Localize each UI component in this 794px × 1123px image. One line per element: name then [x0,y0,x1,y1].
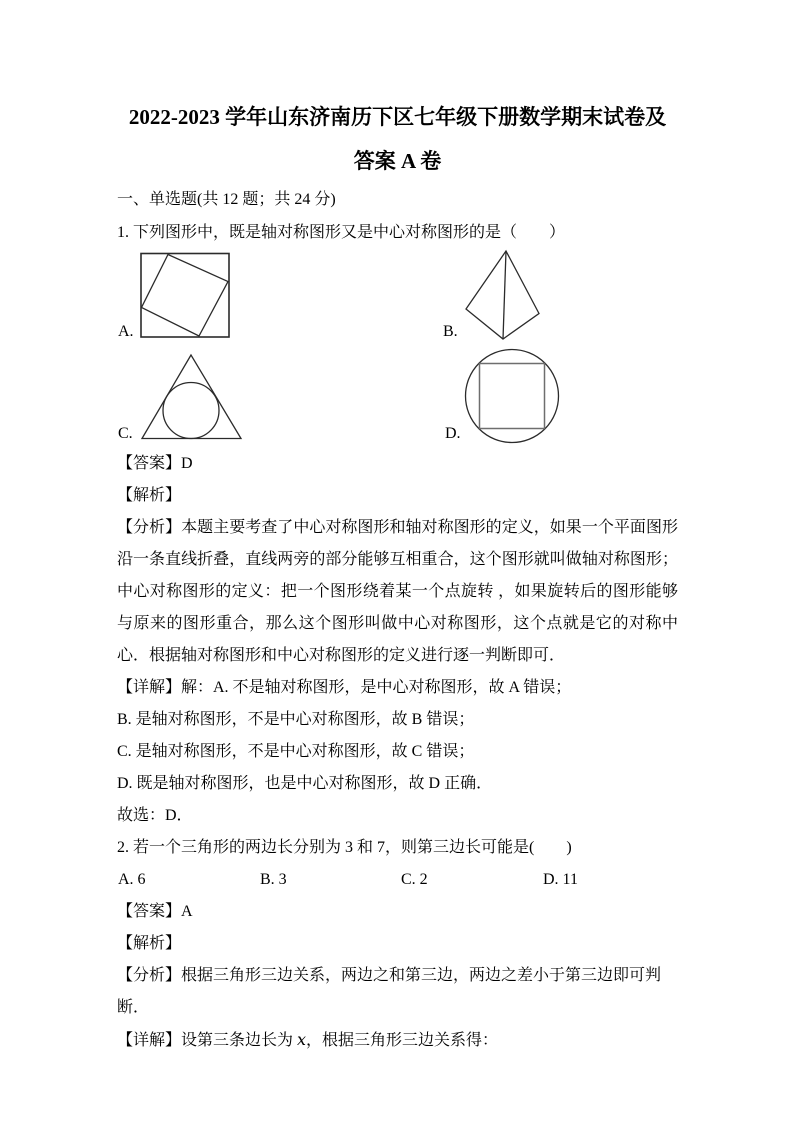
title-line-2: 答案 A 卷 [353,149,442,173]
figure-a-label: A. [118,323,134,340]
figure-b-label: B. [443,323,458,340]
q2-analysis-paragraph: 【分析】根据三角形三边关系，两边之和第三边，两边之差小于第三边即可判断． [117,967,662,1016]
q2-answer-line: 【答案】A [117,903,193,920]
section-heading: 一、单选题(共 12 题；共 24 分) [117,191,336,208]
question-1-figures [117,249,678,443]
q1-analysis-heading: 【解析】 [117,487,182,504]
q1-detail-line-a: 【详解】解：A. 不是轴对称图形，是中心对称图形，故 A 错误； [117,679,572,696]
q1-analysis-paragraph: 【分析】本题主要考查了中心对称图形和轴对称图形的定义，如果一个平面图形沿一条直线折叠，直线两旁的部分能够互相重合，这个图形就叫做轴对称图形；中心对称图形的定义：把一个图形绕着某一个点旋转 ，如果旋转后的图形能够与原来的图形重合，那么这个图形叫做中心对称图形，这个点就是它的对称中心．根据轴对称图形和中心对称图形的定义进行逐一判断即可． [117,519,678,664]
q2-option-d: D. 11 [543,871,578,888]
question-2-stem: 2. 若一个三角形的两边长分别为 3 和 7，则第三边长可能是( ) [117,839,572,856]
q2-option-a: A. 6 [118,871,146,888]
q1-detail-line-c: C. 是轴对称图形，不是中心对称图形，故 C 错误； [117,743,475,760]
figure-c-label: C. [118,425,133,442]
document-title [117,95,678,183]
q2-option-c: C. 2 [401,871,428,888]
q1-answer-line: 【答案】D [117,455,193,472]
question-1-stem: 1. 下列图形中，既是轴对称图形又是中心对称图形的是（ ） [117,224,566,241]
title-line-1: 2022-2023 学年山东济南历下区七年级下册数学期末试卷及 [128,105,667,129]
q1-detail-line-b: B. 是轴对称图形，不是中心对称图形，故 B 错误； [117,711,475,728]
q2-analysis-heading: 【解析】 [117,935,182,952]
question-2-options [117,864,678,896]
q2-detail-variable: x [297,1030,307,1049]
figure-d-label: D. [445,425,461,442]
figure-c-circle-in-triangle-icon [139,353,243,441]
figure-b-kite-icon [464,249,544,341]
q2-detail-suffix: ，根据三角形三边关系得： [306,1032,499,1049]
q1-detail-line-d: D. 既是轴对称图形，也是中心对称图形，故 D 正确． [117,775,493,792]
q1-conclusion-line: 故选：D． [117,807,193,824]
figure-d-square-in-circle-icon [463,347,561,445]
figure-a-rotated-square-in-square-icon [140,252,231,339]
q2-detail-line [117,1024,678,1057]
q2-detail-prefix: 【详解】设第三条边长为 [117,1032,298,1049]
q2-option-b: B. 3 [260,871,287,888]
